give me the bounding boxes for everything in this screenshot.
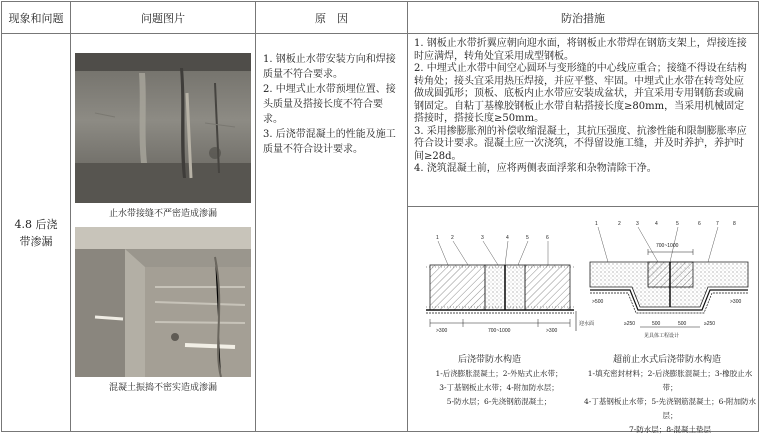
- diagram-left-label: 3: [481, 235, 484, 241]
- diagram-right-label: 1: [595, 221, 598, 227]
- diagram-right-drawing: [590, 227, 748, 327]
- diagram-right-legend: 1-填充密封材料；2-后浇膨胀混凝土；3-橡胶止水带； 4-丁基钢板止水带；5-先浇钢筋混凝土；6-附加防水层； 7-防水层；8-混凝土垫层: [584, 369, 756, 434]
- diagram-right-dim: ≥250: [624, 321, 636, 327]
- diagram-left-side-label: 迎水面: [579, 321, 595, 327]
- photo-waterstop-joint: [75, 53, 251, 203]
- diagram-left-drawing: [426, 241, 576, 331]
- diagram-right-label: 3: [636, 221, 639, 227]
- diagram-left-label: 2: [451, 235, 454, 241]
- diagram-right-label: 7: [716, 221, 719, 227]
- diagram-left-legend: 1-后浇膨胀混凝土；2-外贴式止水带； 3-丁基钢板止水带；4-附加防水层； 5-防水层；6-先浇钢筋混凝土；: [435, 369, 563, 406]
- measure-text-block: [408, 34, 758, 207]
- diagram-left-label: 6: [546, 235, 549, 241]
- diagram-right-dim: 500: [652, 321, 661, 327]
- diagram-right-title: 超前止水式后浇带防水构造: [613, 355, 722, 365]
- diagram-right-label: 2: [618, 221, 621, 227]
- diagram-right-label: 8: [733, 221, 736, 227]
- cause-column: [256, 34, 408, 432]
- diagram-right-note: 见具体工程设计: [644, 333, 680, 339]
- diagram-left-dim: 700~1000: [488, 328, 511, 334]
- photo-caption-2: 混凝土振捣不密实造成渗漏: [108, 383, 217, 393]
- diagram-left-label: 1: [436, 235, 439, 241]
- diagram-right-dim: 700~1000: [656, 243, 679, 249]
- diagram-right-dim: 500: [678, 321, 687, 327]
- diagram-left-label: 5: [526, 235, 529, 241]
- diagram-block: [408, 207, 758, 434]
- diagram-right-dim: >500: [592, 299, 604, 305]
- diagram-left-dim: >300: [436, 328, 448, 334]
- photo-caption-1: 止水带接缝不严密造成渗漏: [108, 209, 217, 219]
- diagram-right-dim: ≥250: [704, 321, 716, 327]
- header-row: [2, 2, 759, 34]
- measure-item: 1. 钢板止水带折翼应朝向迎水面，将钢板止水带焊在钢筋支架上，焊接连接时应满焊，转角处宜采用成型钢板。: [414, 38, 747, 62]
- header-measure: 防治措施: [408, 2, 759, 34]
- photo-column: [71, 34, 256, 432]
- cause-item: 2. 中埋式止水带预埋位置、接头质量及搭接长度不符合要求。: [263, 84, 396, 125]
- content-row: [2, 34, 759, 432]
- measure-item: 2. 中埋式止水带中间空心圆环与变形缝的中心线应重合；接缝不得设在结构转角处；接头宜采用热压焊接，并应平整、牢固。中埋式止水带在转弯处应做成圆弧形；顶板、底板内止水带应安装成盆状，并宜采用专用钢筋套或扁钢固定。自粘丁基橡胶钢板止水带自粘搭接长度≥80mm，当采用机械固定搭接时，搭接长度≥50mm。: [414, 63, 747, 124]
- header-photo: 问题图片: [71, 2, 256, 34]
- diagram-right-label: 4: [655, 221, 658, 227]
- measure-item: 4. 浇筑混凝土前，应将两侧表面浮浆和杂物清除干净。: [414, 163, 657, 174]
- measure-column: [408, 34, 759, 432]
- diagram-right-dim: >300: [730, 299, 742, 305]
- diagram-right-label: 6: [698, 221, 701, 227]
- cause-item: 1. 钢板止水带安装方向和焊接质量不符合要求。: [263, 54, 396, 80]
- header-cause: 原 因: [256, 2, 408, 34]
- measure-item: 3. 采用掺膨胀剂的补偿收缩混凝土，其抗压强度、抗渗性能和限制膨胀率应符合设计要求。混凝土应一次浇筑，不得留设施工缝，并及时养护，养护时间≥28d。: [414, 125, 747, 162]
- item-code: 4.8 后浇带渗漏: [2, 34, 71, 432]
- diagram-right-label: 5: [676, 221, 679, 227]
- quality-table: [1, 1, 759, 432]
- diagram-left-label: 4: [506, 235, 509, 241]
- diagram-left-dim: >300: [546, 328, 558, 334]
- construction-diagrams: [408, 207, 759, 347]
- cause-item: 3. 后浇带混凝土的性能及施工质量不符合设计要求。: [263, 129, 396, 155]
- photo-concrete-honeycomb: [75, 227, 251, 377]
- diagram-left-title: 后浇带防水构造: [458, 355, 522, 365]
- header-phenomenon: 现象和问题: [2, 2, 71, 34]
